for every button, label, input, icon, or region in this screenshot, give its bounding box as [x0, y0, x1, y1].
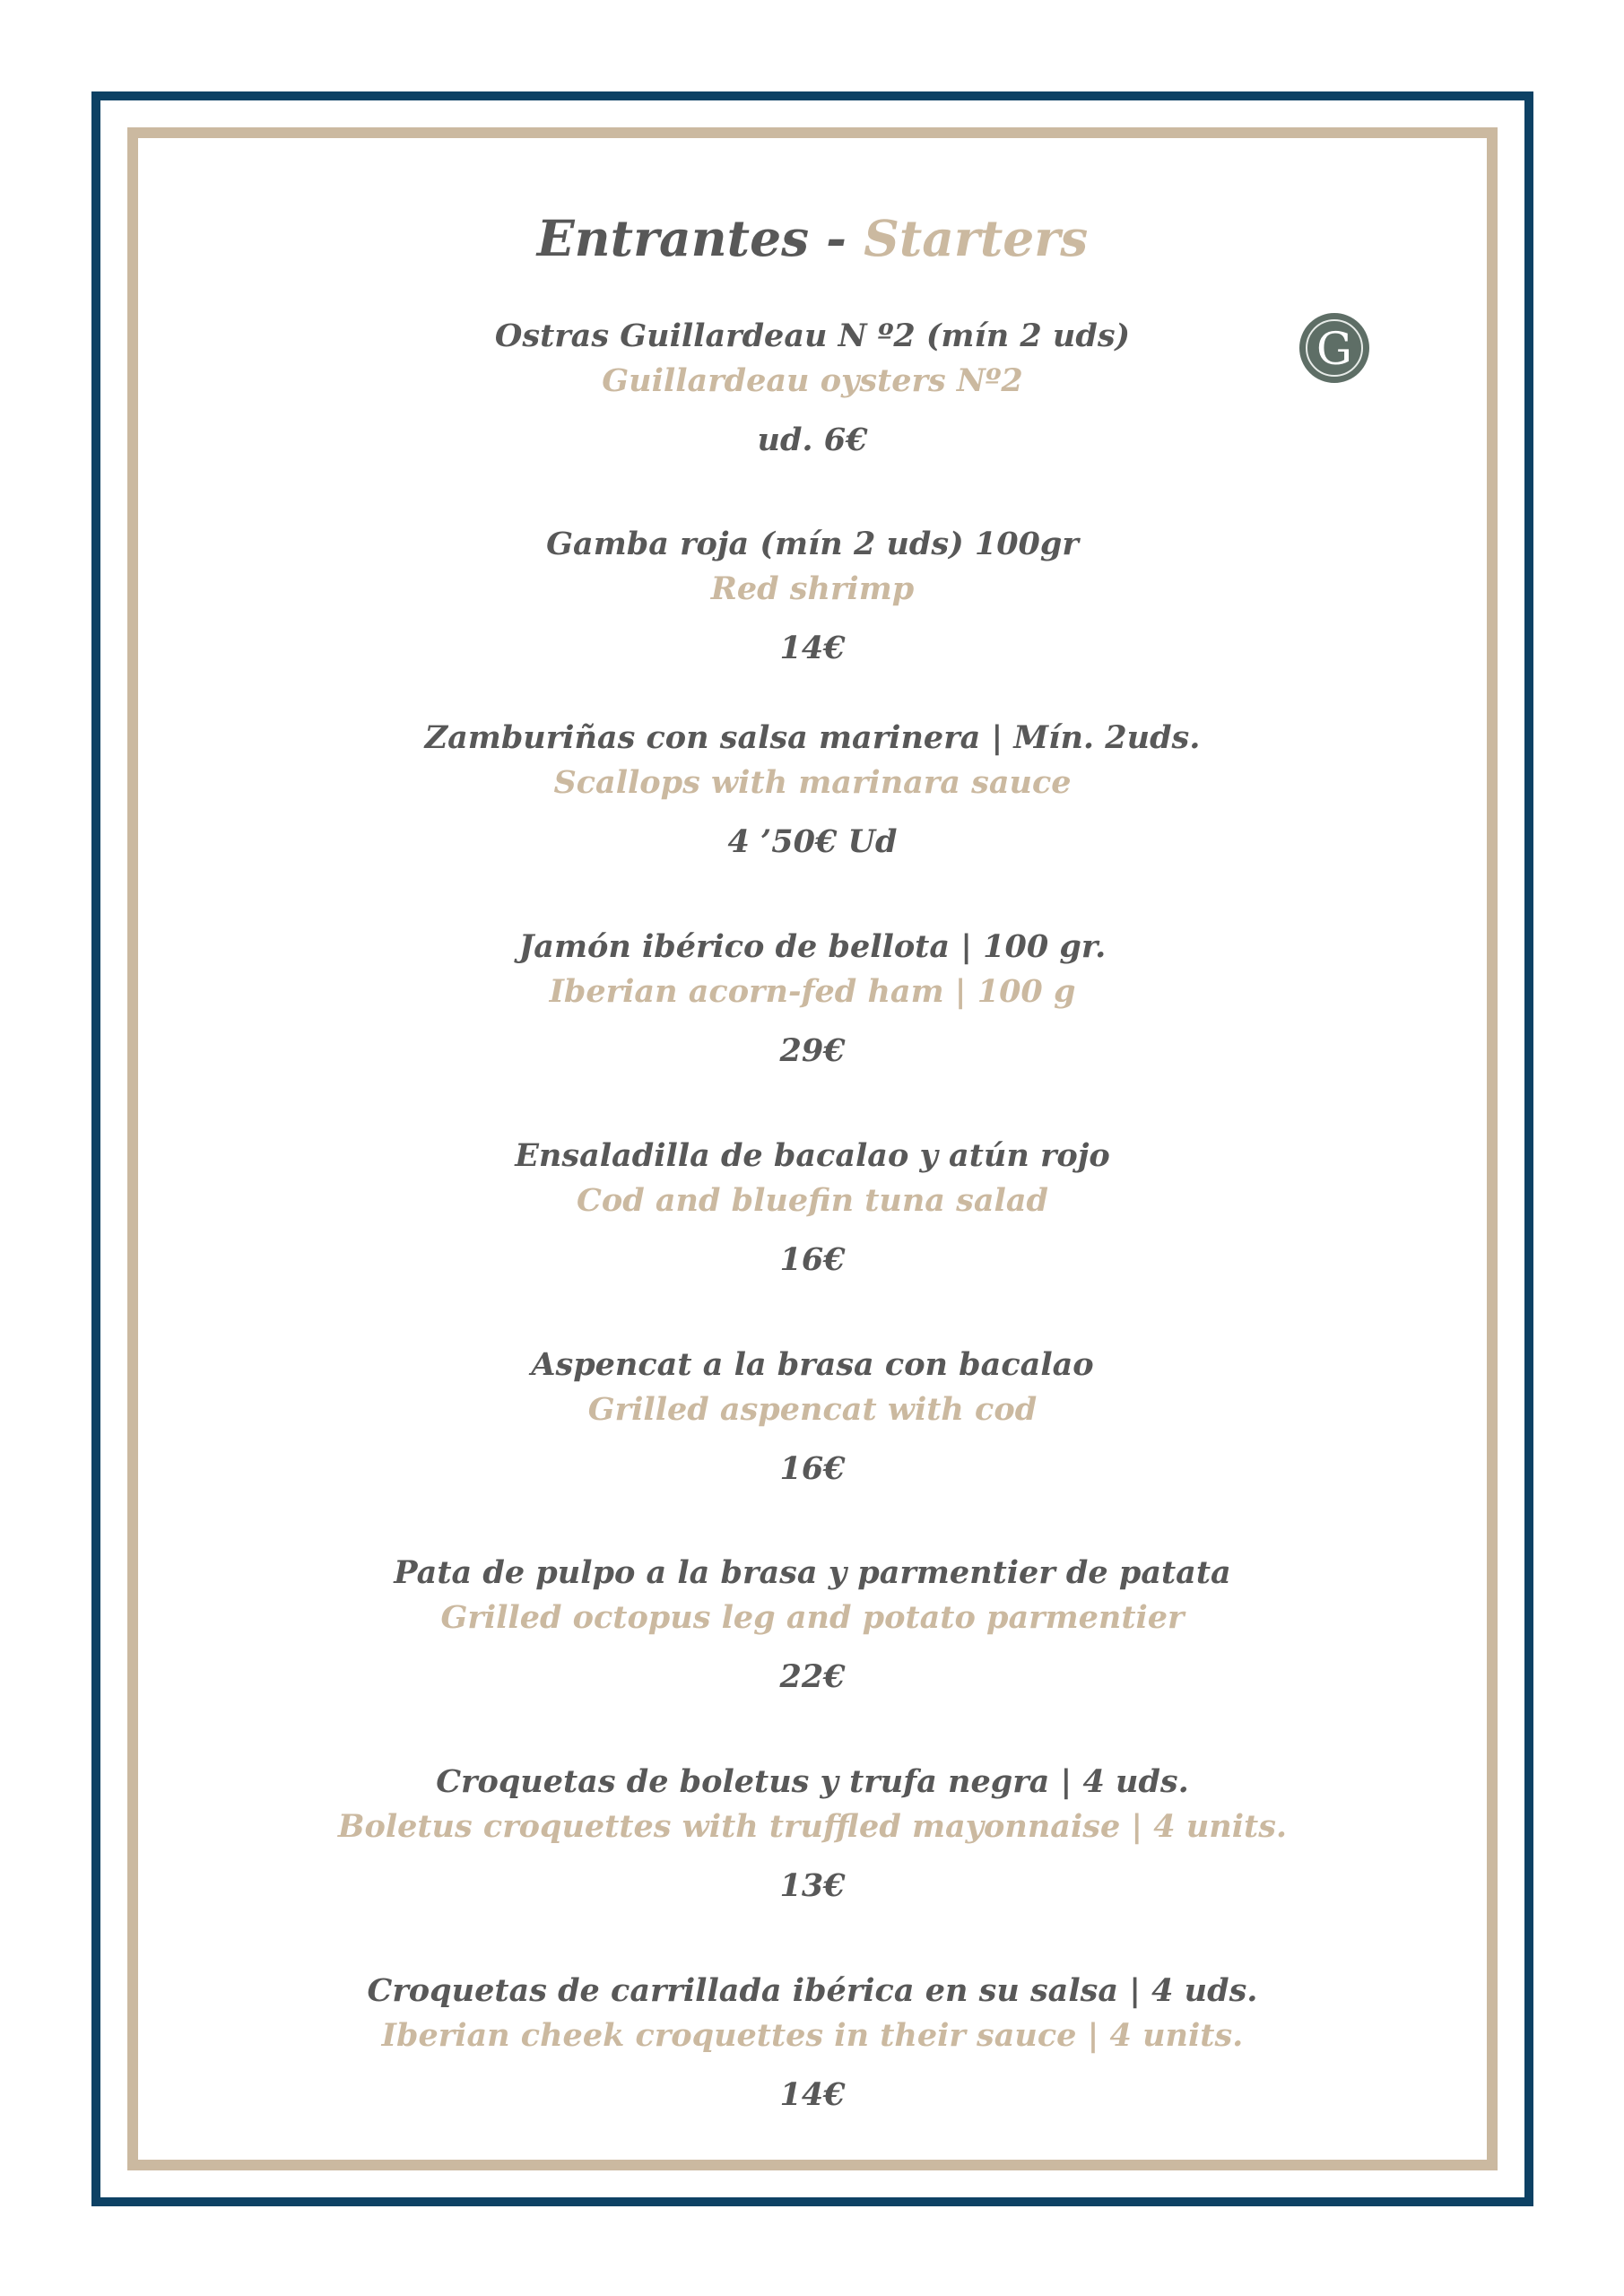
menu-item [138, 314, 1487, 463]
menu-item [138, 1134, 1487, 1283]
item-translation: Boletus croquettes with truffled mayonnaise | 4 units. [337, 1808, 1288, 1845]
item-translation: Grilled aspencat with cod [587, 1391, 1038, 1428]
item-name: Gamba roja (mín 2 uds) 100gr [546, 526, 1079, 562]
item-price: 4 ’50€ Ud [727, 823, 898, 860]
item-price: 22€ [779, 1658, 846, 1695]
page-title [138, 206, 1487, 271]
menu-item [138, 522, 1487, 671]
item-price: 14€ [779, 630, 846, 666]
item-translation: Scallops with marinara sauce [553, 764, 1072, 801]
item-price: 16€ [779, 1241, 846, 1278]
menu-page [138, 138, 1487, 2160]
menu-item [138, 1551, 1487, 1700]
item-name: Croquetas de carrillada ibérica en su salsa | 4 uds. [367, 1972, 1258, 2009]
menu-item [138, 925, 1487, 1074]
menu-item [138, 716, 1487, 865]
item-name: Croquetas de boletus y trufa negra | 4 uds. [436, 1763, 1189, 1800]
item-name: Zamburiñas con salsa marinera | Mín. 2uds. [424, 719, 1201, 756]
title-spanish: Entrantes [536, 209, 810, 267]
menu-item [138, 1969, 1487, 2118]
item-name: Ostras Guillardeau N º2 (mín 2 uds) [494, 317, 1131, 354]
item-translation: Iberian acorn-fed ham | 100 g [549, 973, 1076, 1010]
item-price: 13€ [779, 1867, 846, 1904]
item-translation: Guillardeau oysters Nº2 [602, 362, 1023, 399]
item-name: Jamón ibérico de bellota | 100 gr. [518, 928, 1107, 965]
title-separator: - [809, 209, 864, 267]
item-translation: Grilled octopus leg and potato parmentier [440, 1599, 1185, 1636]
item-price: 16€ [779, 1450, 846, 1487]
item-name: Pata de pulpo a la brasa y parmentier de patata [394, 1554, 1231, 1591]
item-name: Ensaladilla de bacalao y atún rojo [515, 1137, 1110, 1174]
item-price: ud. 6€ [757, 422, 868, 458]
title-english: Starters [864, 209, 1089, 267]
item-price: 14€ [779, 2076, 846, 2113]
item-translation: Iberian cheek croquettes in their sauce | 4 units. [381, 2017, 1244, 2054]
logo-letter: G [1316, 323, 1352, 375]
item-name: Aspencat a la brasa con bacalao [531, 1346, 1094, 1383]
item-translation: Cod and bluefin tuna salad [577, 1182, 1048, 1219]
menu-item [138, 1760, 1487, 1909]
item-translation: Red shrimp [710, 570, 915, 607]
item-price: 29€ [779, 1032, 846, 1069]
menu-item [138, 1343, 1487, 1492]
